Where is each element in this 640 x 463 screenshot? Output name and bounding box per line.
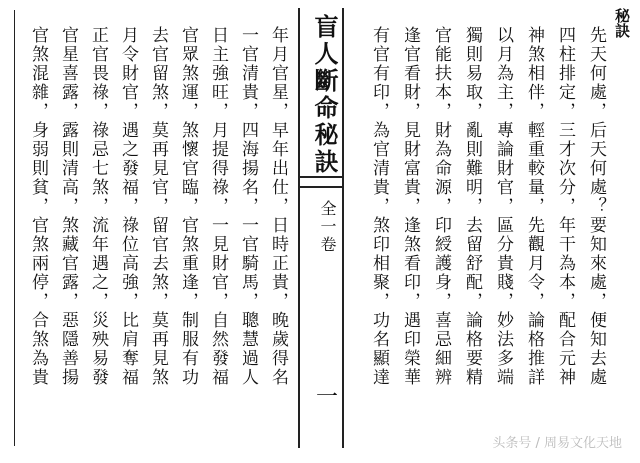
gutter-rule bbox=[298, 186, 344, 188]
left-column: 去官留煞，莫再見官，留官去煞，莫再見煞 bbox=[148, 26, 168, 387]
left-column: 年月官星，早年出仕，日時正貴，晚歲得名 bbox=[268, 26, 288, 387]
right-column: 有官有印，為官清貴，煞印相聚，功名顯達 bbox=[369, 26, 389, 387]
left-column: 官煞混雜，身弱則貧，官煞兩停，合煞為貴 bbox=[28, 26, 48, 387]
left-column: 月令財官，遇之發福，祿位高強，比肩奪福 bbox=[118, 26, 138, 387]
book-title: 盲人斷命秘訣 bbox=[310, 14, 339, 176]
right-column: 四柱排定，三才次分，年干為本，配合元神 bbox=[555, 26, 575, 387]
left-column: 官星喜露，露則清高，煞藏官露，惡隱善揚 bbox=[58, 26, 78, 387]
left-column: 官眾煞運，煞懷官臨，官煞重逢，制服有功 bbox=[178, 26, 198, 387]
left-column: 正官畏祿，祿忌七煞，流年遇之，災殃易發 bbox=[88, 26, 108, 387]
volume-label: 全一卷 bbox=[318, 200, 337, 254]
gutter-rule bbox=[298, 176, 344, 178]
right-column: 獨則易取，亂則難明，去留舒配，論格要精 bbox=[462, 26, 482, 387]
left-column: 日主強旺，月提得祿，一見財官，自然發福 bbox=[208, 26, 228, 387]
header-right: 秘訣 bbox=[613, 8, 631, 38]
divider-right bbox=[342, 8, 344, 448]
page-number: 一 bbox=[316, 385, 339, 410]
divider-left bbox=[298, 8, 300, 448]
left-border bbox=[14, 10, 15, 446]
left-column: 一官清貴，四海揚名，一官騎馬，聰慧過人 bbox=[238, 26, 258, 387]
watermark: 头条号 / 周易文化天地 bbox=[492, 436, 622, 451]
right-column: 逢官看財，見財富貴，逢煞看印，遇印榮華 bbox=[400, 26, 420, 387]
right-column: 以月為主，專論財官，區分貴賤，妙法多端 bbox=[493, 26, 513, 387]
right-column: 官能扶本，財為命源，印綬護身，喜忌細辨 bbox=[431, 26, 451, 387]
right-column: 神煞相伴，輕重較量，先觀月令，論格推詳 bbox=[524, 26, 544, 387]
right-column: 先天何處，后天何處？要知來處，便知去處 bbox=[586, 26, 606, 387]
